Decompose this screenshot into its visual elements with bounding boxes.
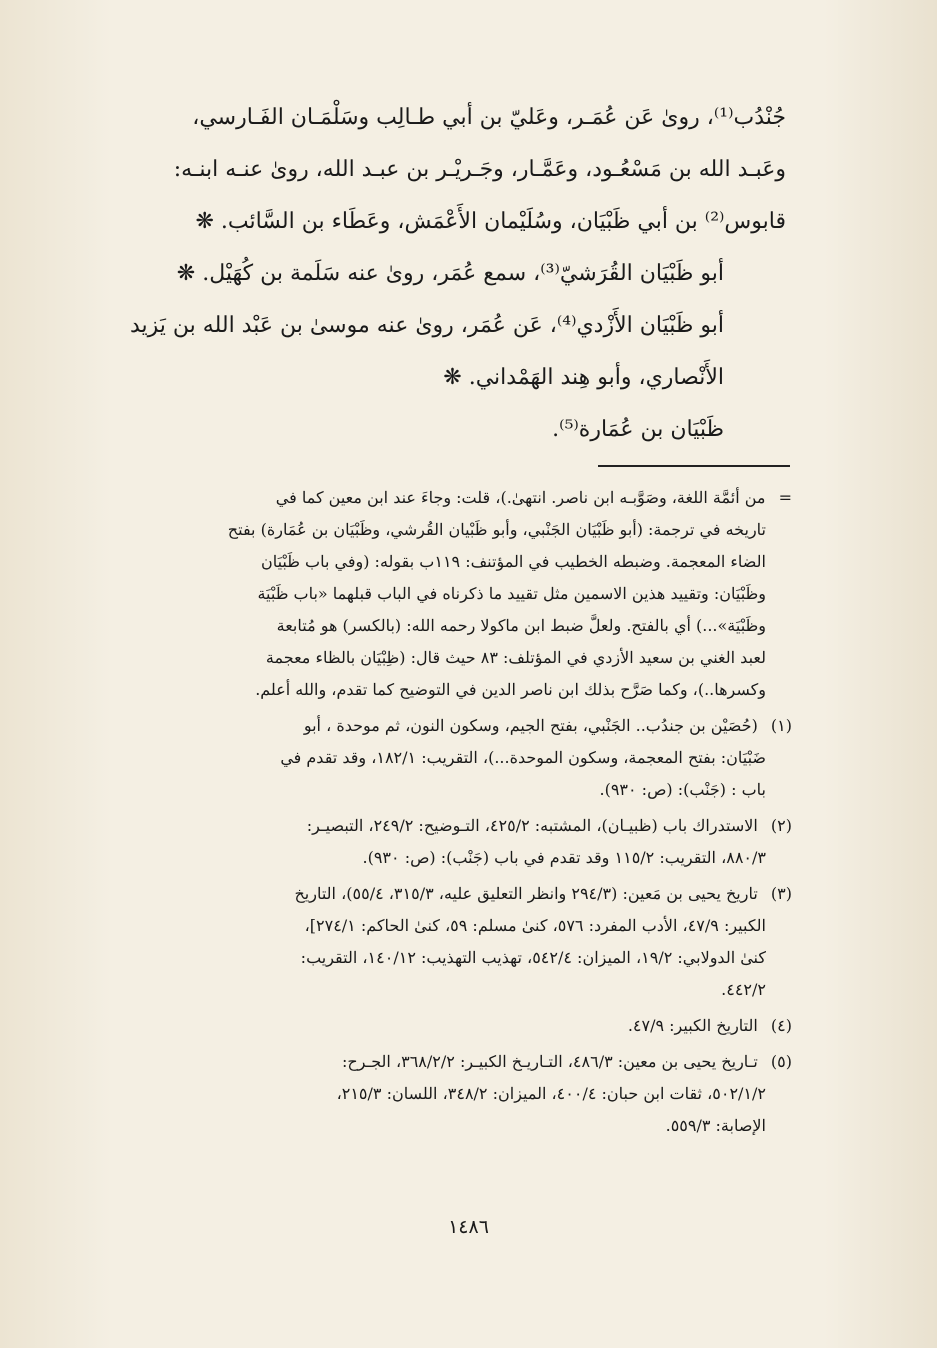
text-line: أبو ظَبْيَان القُرَشيّ⁽³⁾، سمع عُمَر، روىٰ عنه سَلَمة بن كُهَيْل. ❋ [176, 261, 724, 286]
entry-paragraph [96, 404, 786, 456]
footnote-line: تاريخ يحيى بن مَعين: (٢٩٤/٣ وانظر التعليق عليه، ٣١٥/٣، ٥٥/٤)، التاريخ [294, 884, 758, 903]
footnote-line: لعبد الغني بن سعيد الأزدي في المؤتلف: ٨٣ حيث قال: (ظِبْيَان بالظاء معجمة [265, 648, 766, 667]
continuation-marker: = [778, 488, 792, 507]
footnote-line: التاريخ الكبير: ٤٧/٩. [627, 1016, 758, 1035]
entry-paragraph [96, 300, 786, 404]
footnote-line: تاريخه في ترجمة: (أبو ظَبْيَان الجَنْبي، وأبو ظَبْيان القُرشي، وظَبْيَان بن عُمَارة) بفتح [227, 520, 766, 539]
footnotes [102, 482, 792, 1146]
footnote-number: (٥) [770, 1052, 792, 1071]
footnote-item [102, 710, 792, 806]
text-line: وعَبـد الله بن مَسْعُـود، وعَمَّـار، وجَـريْـر بن عبـد الله، روىٰ عنـه ابنـه: [173, 157, 786, 182]
footnote-separator [598, 465, 790, 467]
footnote-line: ٥٠٢/١/٢، ثقات ابن حبان: ٤٠٠/٤، الميزان: ٣٤٨/٢، اللسان: ٢١٥/٣، [336, 1084, 766, 1103]
footnote-line: وظَبْيَة»...) أي بالفتح. ولعلَّ ضبط ابن ماكولا رحمه الله: (بالكسر) هو مُتابعة [276, 616, 766, 635]
footnote-line: باب : (جَنْب): (ص: ٩٣٠). [599, 780, 766, 799]
footnote-line: من أئمَّة اللغة، وصَوَّبـه ابن ناصر. انتهىٰ.)، قلت: وجاءَ عند ابن معين كما في [275, 488, 766, 507]
footnote-line: الكبير: ٤٧/٩، الأدب المفرد: ٥٧٦، كنىٰ مسلم: ٥٩، كنىٰ الحاكم: ٢٧٤/١]، [304, 916, 766, 935]
footnote-number: (١) [770, 716, 792, 735]
footnote-item [102, 810, 792, 874]
main-text [96, 92, 786, 456]
footnote-line: تـاريخ يحيى بن معين: ٤٨٦/٣، التـاريـخ الكبيـر: ٣٦٨/٢/٢، الجـرح: [341, 1052, 758, 1071]
footnote-line: الضاء المعجمة. وضبطه الخطيب في المؤتنف: ١١٩ب بقوله: (وفي باب ظَبْيَان [260, 552, 766, 571]
footnote-line: وكسرها..)، وكما صَرَّح بذلك ابن ناصر الدين في التوضيح كما تقدم، والله أعلم. [255, 680, 766, 699]
text-line: ظَبْيَان بن عُمَارة⁽⁵⁾. [552, 417, 724, 442]
footnote-line: ٤٤٢/٢. [721, 980, 766, 999]
text-line: أبو ظَبْيَان الأَزْدي⁽⁴⁾، عَن عُمَر، روىٰ عنه موسىٰ بن عَبْد الله بن يَزيد [130, 313, 724, 338]
page-number: ١٤٨٦ [448, 1216, 489, 1238]
footnote-number: (٤) [770, 1016, 792, 1035]
footnote-line: وظَبْيَان: وتقييد هذين الاسمين مثل تقييد ما ذكرناه في الباب قبلهما «باب ظَبْيَة [257, 584, 766, 603]
footnote-line: (حُصَيْن بن جندُب.. الجَنْبي، بفتح الجيم، وسكون النون، ثم موحدة ، أبو [303, 716, 758, 735]
footnote-item [102, 1046, 792, 1142]
footnote-line: الإصابة: ٥٥٩/٣. [665, 1116, 766, 1135]
footnote-item [102, 1010, 792, 1042]
footnote-line: ٨٨٠/٣، التقريب: ١١٥/٢ وقد تقدم في باب (جَنْب): (ص: ٩٣٠). [362, 848, 766, 867]
entry-paragraph [96, 248, 786, 300]
footnote-line: الاستدراك باب (ظبيـان)، المشتبه: ٤٢٥/٢، التـوضيح: ٢٤٩/٢، التبصيـر: [306, 816, 758, 835]
footnote-item [102, 878, 792, 1006]
entry-paragraph [96, 92, 786, 248]
footnote-line: ضَبْيَان: بفتح المعجمة، وسكون الموحدة...)، التقريب: ١٨٢/١، وقد تقدم في [280, 748, 766, 767]
text-line: قابوس⁽²⁾ بن أبي ظَبْيَان، وسُلَيْمان الأَعْمَش، وعَطَاء بن السَّائب. ❋ [195, 209, 786, 234]
footnote-continuation [102, 482, 792, 706]
text-line: جُنْدُب⁽¹⁾، روىٰ عَن عُمَـر، وعَليّ بن أبي طـالِب وسَلْمَـان الفَـارسي، [192, 105, 786, 130]
footnote-number: (٢) [770, 816, 792, 835]
footnote-line: كنىٰ الدولابي: ١٩/٢، الميزان: ٥٤٢/٤، تهذيب التهذيب: ١٤٠/١٢، التقريب: [300, 948, 766, 967]
footnote-number: (٣) [770, 884, 792, 903]
text-line: الأَنْصاري، وأبو هِند الهَمْداني. ❋ [443, 365, 724, 390]
